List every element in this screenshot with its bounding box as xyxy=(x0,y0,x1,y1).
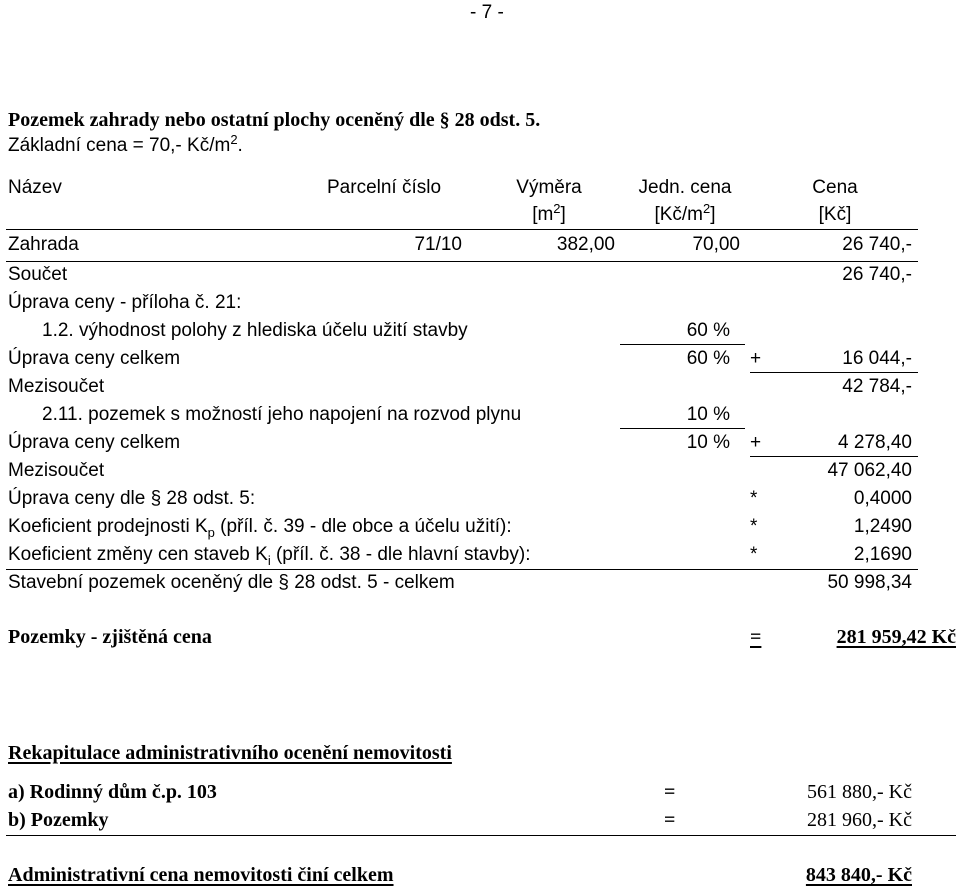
page-number: - 7 - xyxy=(470,2,504,23)
subtotal2-label: Mezisoučet xyxy=(8,460,105,481)
recap-item-op: = xyxy=(664,809,676,831)
base-price: Základní cena = 70,- $Kč/m^2$. xyxy=(8,132,243,156)
zahrada-name: Zahrada xyxy=(8,234,79,255)
zahrada-parcel: 71/10 xyxy=(414,234,462,255)
adj1-total-percent: 60 % xyxy=(686,348,730,369)
adj2-total-value: 4 278,40 xyxy=(838,432,912,453)
recap-title: Rekapitulace administrativního ocenění nemovitosti xyxy=(8,742,452,764)
stavebni-total-value: 50 998,34 xyxy=(827,572,912,593)
subtotal1-value: 42 784,- xyxy=(842,376,912,397)
ki-op: * xyxy=(750,544,758,565)
zahrada-unit-price: 70,00 xyxy=(692,234,740,255)
ki-label: Koeficient změny cen staveb $K_i$ (příl. č. 38 - dle hlavní stavby): xyxy=(8,544,531,568)
zahrada-area: 382,00 xyxy=(556,234,615,255)
recap-total-value: 843 840,- Kč xyxy=(805,864,912,886)
soucet-label: Součet xyxy=(8,264,68,285)
subtotal1-label: Mezisoučet xyxy=(8,376,105,397)
uprava28-op: * xyxy=(750,488,758,509)
ki-value: 2,1690 xyxy=(853,544,912,565)
recap-rule xyxy=(6,835,956,836)
adj2-percent: 10 % xyxy=(686,404,730,425)
recap-item-label: b) Pozemky xyxy=(8,809,109,831)
adj2-total-op: + xyxy=(750,432,762,453)
header-price: Cena xyxy=(812,177,858,198)
kp-value: 1,2490 xyxy=(853,516,912,537)
zahrada-price: 26 740,- xyxy=(842,234,912,255)
uprava-header: Úprava ceny - příloha č. 21: xyxy=(8,292,242,313)
header-price-unit: [Kč] xyxy=(818,204,852,225)
header-unit-price: Jedn. cena xyxy=(638,177,732,198)
adj1-percent: 60 % xyxy=(686,320,730,341)
subtotal2-value: 47 062,40 xyxy=(827,460,912,481)
adj1-total-label: Úprava ceny celkem xyxy=(8,348,181,369)
header-area: Výměra xyxy=(516,177,582,198)
recap-item-label: a) Rodinný dům č.p. 103 xyxy=(8,781,217,803)
zahrada-rule xyxy=(6,261,918,262)
header-name: Název xyxy=(8,177,62,198)
adj2-total-rule xyxy=(750,456,918,457)
recap-total-label: Administrativní cena nemovitosti činí celkem xyxy=(8,864,394,886)
kp-subscript: p xyxy=(207,525,215,540)
header-parcel: Parcelní číslo xyxy=(327,177,442,198)
adj2-label: 2.11. pozemek s možností jeho napojení na rozvod plynu xyxy=(42,404,522,425)
uprava28-label: Úprava ceny dle § 28 odst. 5: xyxy=(8,488,256,509)
uprava28-value: 0,4000 xyxy=(853,488,912,509)
recap-item-value: 281 960,- Kč xyxy=(807,809,912,831)
header-unit-price-unit: $[Kč/m^2]$ xyxy=(654,201,716,225)
recap-item-value: 561 880,- Kč xyxy=(807,781,912,803)
adj2-rule xyxy=(620,428,745,429)
adj2-total-label: Úprava ceny celkem xyxy=(8,432,181,453)
soucet-value: 26 740,- xyxy=(842,264,912,285)
adj1-total-rule xyxy=(750,372,918,373)
adj1-label: 1.2. výhodnost polohy z hlediska účelu užití stavby xyxy=(42,320,468,341)
header-rule xyxy=(6,229,918,230)
header-area-unit: $[m^2]$ xyxy=(532,201,566,225)
stavebni-total-label: Stavební pozemek oceněný dle § 28 odst. 5 - celkem xyxy=(8,572,455,593)
adj1-total-value: 16 044,- xyxy=(842,348,912,369)
ki-rule xyxy=(6,569,918,570)
adj2-total-percent: 10 % xyxy=(686,432,730,453)
pozemky-total-op: = xyxy=(750,626,762,648)
ki-subscript: i xyxy=(267,553,271,568)
pozemky-total-value: 281 959,42 Kč xyxy=(836,626,956,648)
adj1-total-op: + xyxy=(750,348,762,369)
section-title: Pozemek zahrady nebo ostatní plochy oceněný dle § 28 odst. 5. xyxy=(8,109,541,131)
kp-label: Koeficient prodejnosti $K_p$ (příl. č. 39 - dle obce a účelu užití): xyxy=(8,516,512,540)
adj1-rule xyxy=(620,344,745,345)
pozemky-total-label: Pozemky - zjištěná cena xyxy=(8,626,212,648)
kp-op: * xyxy=(750,516,758,537)
recap-item-op: = xyxy=(664,781,676,803)
